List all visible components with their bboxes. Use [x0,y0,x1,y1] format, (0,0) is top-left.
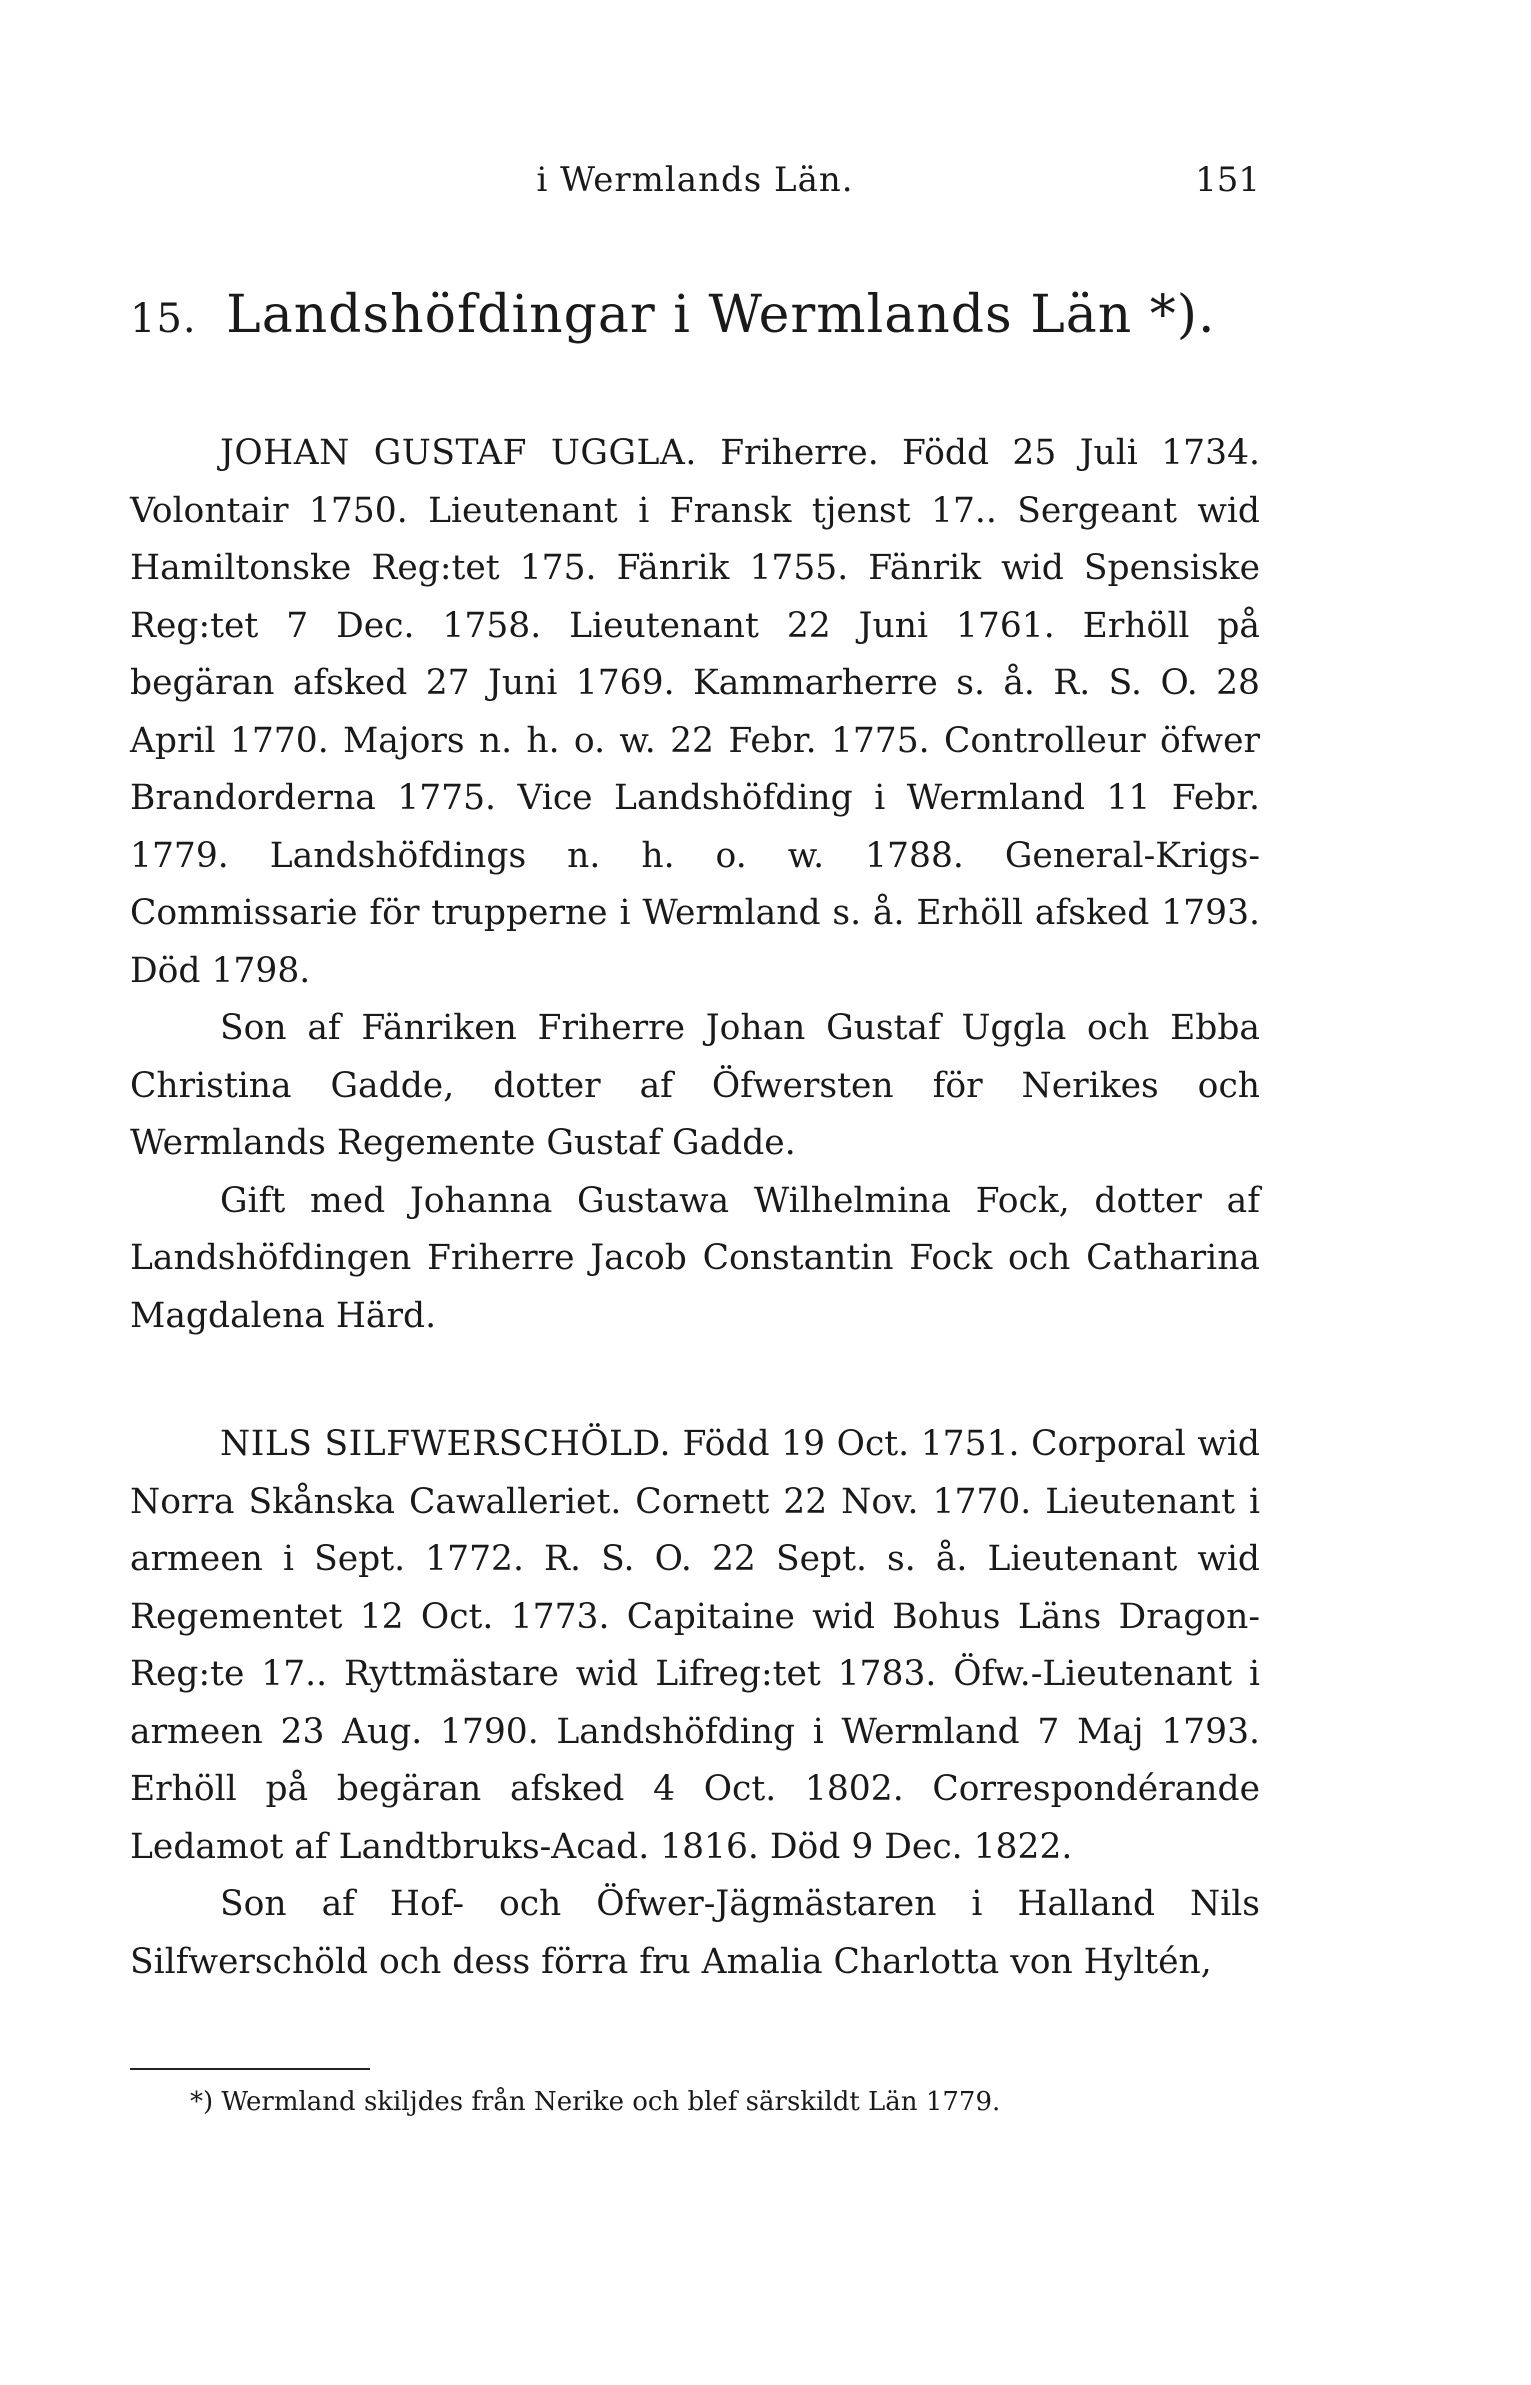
entry-parents: Son af Hof- och Öfwer-Jägmästaren i Halland Nils Silfwerschöld och dess förra fru Amalia Charlotta von Hyltén, [130,1884,1260,1982]
entry-career-paragraph [130,1416,1260,1876]
footnote-rule [130,2068,370,2070]
section-number: 15. [130,296,197,342]
running-title: i Wermlands Län. [536,160,854,200]
entry-uggla [130,425,1260,1345]
entry-career: Friherre. Född 25 Juli 1734. Volontair 1750. Lieutenant i Fransk tjenst 17.. Sergeant wid Hamiltonske Reg:tet 175. Fänrik 1755. Fänrik wid Spensiske Reg:tet 7 Dec. 1758. Lieutenant 22 Juni 1761. Erhöll på begäran afsked 27 Juni 1769. Kammarherre s. å. R. S. O. 28 April 1770. Majors n. h. o. w. 22 Febr. 1775. Controlleur öfwer Brandorderna 1775. Vice Landshöfding i Wermland 11 Febr. 1779. Landshöfdings n. h. o. w. 1788. General-Krigs-Commissarie för trupperne i Wermland s. å. Erhöll afsked 1793. Död 1798. [130,433,1260,991]
entry-name: NILS SILFWERSCHÖLD. [220,1424,671,1464]
entry-silfwerschold [130,1416,1260,1991]
entry-marriage: Gift med Johanna Gustawa Wilhelmina Fock, dotter af Landshöfdingen Friherre Jacob Constantin Fock och Catharina Magdalena Härd. [130,1180,1260,1336]
footnote: *) Wermland skiljdes från Nerike och blef särskildt Län 1779. [190,2087,1001,2117]
entry-parents: Son af Fänriken Friherre Johan Gustaf Uggla och Ebba Christina Gadde, dotter af Öfwersten för Nerikes och Wermlands Regemente Gustaf Gadde. [130,1008,1260,1163]
section-heading [130,280,1260,354]
entry-career-paragraph [130,425,1260,1000]
entry-career: Född 19 Oct. 1751. Corporal wid Norra Skånska Cawalleriet. Cornett 22 Nov. 1770. Lieutenant i armeen i Sept. 1772. R. S. O. 22 Sept. s. å. Lieutenant wid Regementet 12 Oct. 1773. Capitaine wid Bohus Läns Dragon-Reg:te 17.. Ryttmästare wid Lifreg:tet 1783. Öfw.-Lieutenant i armeen 23 Aug. 1790. Landshöfding i Wermland 7 Maj 1793. Erhöll på begäran afsked 4 Oct. 1802. Correspondérande Ledamot af Landtbruks-Acad. 1816. Död 9 Dec. 1822. [130,1424,1260,1867]
running-head [130,150,1260,210]
page-number: 151 [1195,160,1260,200]
section-title: Landshöfdingar i Wermlands Län *). [226,285,1216,345]
entry-name: JOHAN GUSTAF UGGLA. [220,433,697,473]
